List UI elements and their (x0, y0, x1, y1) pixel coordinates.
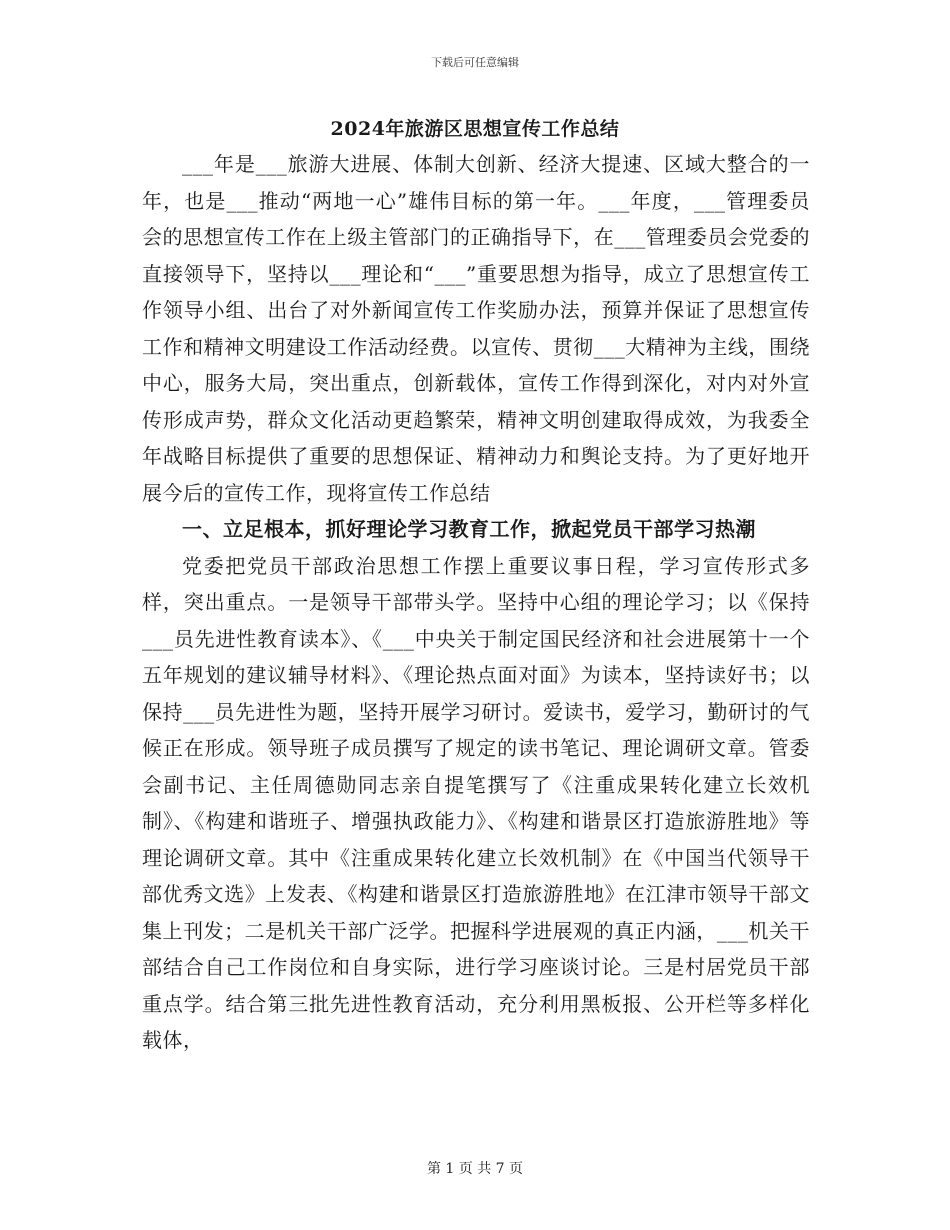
document-body (142, 146, 810, 1059)
section-heading: 一、立足根本，抓好理论学习教育工作，掀起党员干部学习热潮 (182, 517, 756, 541)
page-header-note: 下载后可任意编辑 (431, 56, 519, 69)
intro-paragraph: ___年是___旅游大进展、体制大创新、经济大提速、区域大整合的一年，也是___推动“两地一心”雄伟目标的第一年。___年度，___管理委员会的思想宣传工作在上级主管部门的正确指导下，在___管理委员会党委的直接领导下，坚持以___理论和“___”重要思想为指导，成立了思想宣传工作领导小组、出台了对外新闻宣传工作奖励办法，预算并保证了思想宣传工作和精神文明建设工作活动经费。以宣传、贯彻___大精神为主线，围绕中心，服务大局，突出重点，创新载体，宣传工作得到深化，对内对外宣传形成声势，群众文化活动更趋繁荣，精神文明创建取得成效，为我委全年战略目标提供了重要的思想保证、精神动力和舆论支持。为了更好地开展今后的宣传工作，现将宣传工作总结 (142, 152, 810, 505)
section-paragraph: 党委把党员干部政治思想工作摆上重要议事日程，学习宣传形式多样，突出重点。一是领导干部带头学。坚持中心组的理论学习；以《保持___员先进性教育读本》、《___中央关于制定国民经济和社会进展第十一个五年规划的建议辅导材料》、《理论热点面对面》为读本，坚持读好书；以保持___员先进性为题，坚持开展学习研讨。爱读书，爱学习，勤研讨的气候正在形成。领导班子成员撰写了规定的读书笔记、理论调研文章。管委会副书记、主任周德勋同志亲自提笔撰写了《注重成果转化建立长效机制》、《构建和谐班子、增强执政能力》、《构建和谐景区打造旅游胜地》等理论调研文章。其中《注重成果转化建立长效机制》在《中国当代领导干部优秀文选》上发表、《构建和谐景区打造旅游胜地》在江津市领导干部文集上刊发；二是机关干部广泛学。把握科学进展观的真正内涵，___机关干部结合自己工作岗位和自身实际，进行学习座谈讨论。三是村居党员干部重点学。结合第三批先进性教育活动，充分利用黑板报、公开栏等多样化载体， (142, 553, 810, 1052)
page-number: 第 1 页 共 7 页 (426, 1161, 524, 1177)
document-title: 2024年旅游区思想宣传工作总结 (330, 118, 620, 140)
